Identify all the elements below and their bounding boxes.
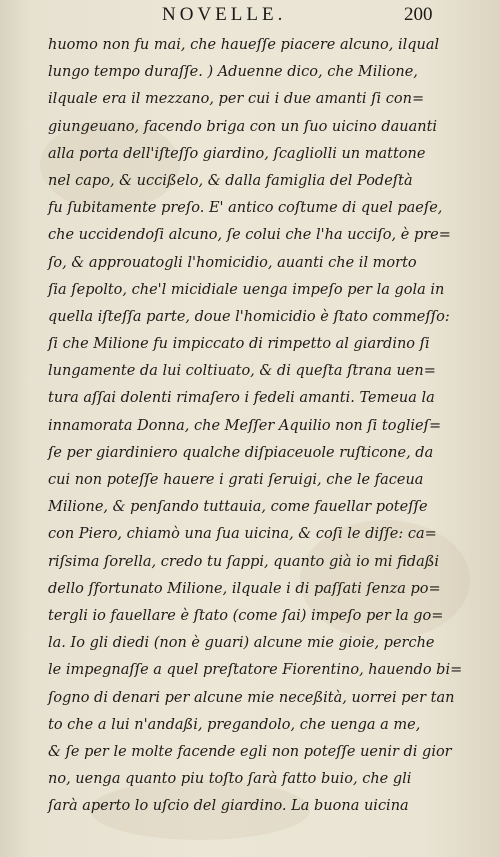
text-line: con Piero, chiamò una ſua uicina, & coſi le diſſe: ca=	[48, 526, 437, 543]
text-line: tura aſſai dolenti rimaſero i fedeli amanti. Temeua la	[48, 390, 435, 407]
text-line: innamorata Donna, che Meſſer Aquilio non ſi toglieſ=	[48, 417, 442, 434]
text-line: ſia ſepolto, che'l micidiale uenga impeſo per la gola in	[48, 281, 445, 298]
text-line: cui non poteſſe hauere i grati ſeruigi, che le faceua	[48, 472, 424, 488]
page-number: 200	[404, 4, 433, 25]
text-line: tergli io fauellare è ſtato (come ſai) impeſo per la go=	[48, 607, 444, 624]
body-text	[48, 32, 478, 820]
text-line: quella iſteſſa parte, doue l'homicidio è ſtato commeſſo:	[48, 308, 450, 325]
text-line: ſogno di denari per alcune mie neceßità, uorrei per tan	[48, 689, 455, 706]
text-line: no, uenga quanto piu toſto ſarà fatto buio, che gli	[48, 771, 412, 788]
text-line: Milione, & penſando tuttauia, come fauellar poteſſe	[48, 499, 428, 516]
text-line: che uccidendoſi alcuno, ſe colui che l'ha ucciſo, è pre=	[48, 227, 451, 244]
text-line: to che a lui n'andaßi, pregandolo, che uenga a me,	[48, 716, 421, 733]
text-line: ilquale era il mezzano, per cui i due amanti ſi con=	[48, 91, 425, 108]
text-line: ſarà aperto lo uſcio del giardino. La buona uicina	[48, 798, 409, 815]
text-line: ſo, & approuatogli l'homicidio, auanti che il morto	[48, 254, 417, 271]
text-line: riſsima ſorella, credo tu ſappi, quanto già io mi fidaßi	[48, 553, 440, 570]
text-line: nel capo, & uccißelo, & dalla famiglia del Podeſtà	[48, 172, 413, 189]
text-line: lungo tempo duraſſe. ) Aduenne dico, che Milione,	[48, 64, 418, 81]
text-line: alla porta dell'iſteſſo giardino, ſcagliolli un mattone	[48, 145, 426, 162]
text-line: huomo non fu mai, che haueſſe piacere alcuno, ilqual	[48, 37, 440, 53]
page-header	[0, 4, 500, 34]
text-line: ſe per giardiniero qualche diſpiaceuole ruſticone, da	[48, 444, 434, 461]
text-line: lungamente da lui coltiuato, & di queſta ſtrana uen=	[48, 363, 436, 380]
text-line: giungeuano, facendo briga con un ſuo uicino dauanti	[48, 118, 438, 135]
text-line: fu ſubitamente preſo. E' antico coſtume di quel paeſe,	[48, 200, 443, 217]
text-line: dello ſfortunato Milione, ilquale i di paſſati ſenza po=	[48, 580, 441, 597]
text-line: ſi che Milione fu impiccato di rimpetto al giardino ſi	[48, 336, 430, 353]
text-line: la. Io gli diedi (non è guari) alcune mie gioie, perche	[48, 635, 435, 652]
running-head: NOVELLE.	[162, 4, 287, 25]
text-line: le impegnaſſe a quel preſtatore Fiorentino, hauendo bi=	[48, 662, 463, 679]
text-line: & ſe per le molte facende egli non poteſſe uenir di gior	[48, 743, 452, 760]
